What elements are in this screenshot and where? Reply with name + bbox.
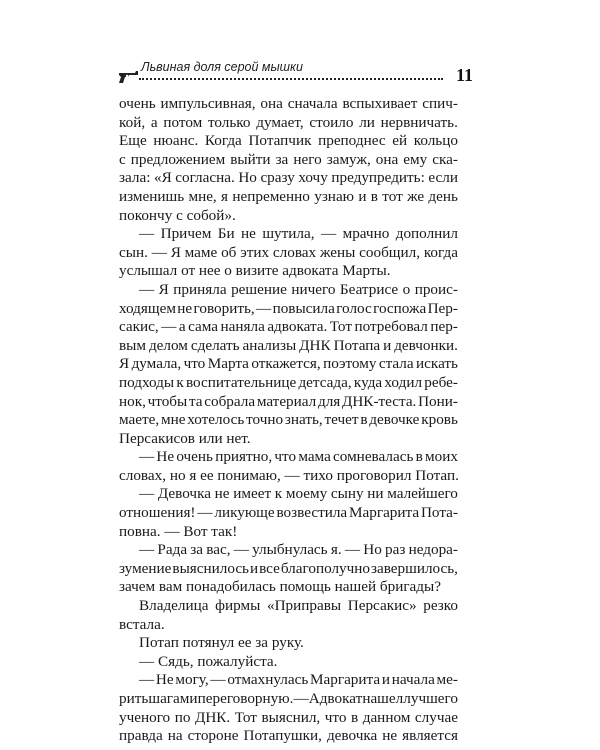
word: Рада [157, 541, 188, 559]
word: кой, [119, 113, 146, 131]
word: а [150, 113, 158, 131]
word: что [274, 448, 297, 466]
word: жены [319, 243, 356, 261]
word: моему [285, 485, 328, 503]
word: Марта [207, 355, 249, 373]
page-number: 11 [455, 65, 473, 85]
word: является [402, 727, 458, 745]
text-line [119, 597, 458, 616]
word: выяснилось [172, 559, 249, 577]
word: та [188, 392, 203, 410]
word: Я [170, 243, 181, 261]
word: я [221, 187, 229, 205]
text-line [119, 281, 458, 300]
word: Адвокат [308, 690, 363, 707]
body-text [119, 95, 458, 746]
text-line: — Сядь, пожалуйста. [139, 652, 278, 670]
word: шагами [148, 690, 198, 707]
word: — [139, 485, 155, 503]
word: имеет [233, 485, 272, 503]
word: приятно, [215, 448, 273, 466]
word: мрачно [342, 225, 390, 243]
word: отношения! [119, 504, 196, 522]
word: Пота- [420, 504, 458, 522]
text-line [119, 95, 458, 114]
text-line [119, 244, 458, 263]
page-header [113, 56, 473, 86]
word: наняла [220, 318, 265, 336]
word: Владелица [139, 597, 209, 615]
word: сакис, [119, 318, 159, 336]
word: день [428, 187, 458, 205]
text-line [119, 448, 458, 467]
word: детсада, [298, 373, 352, 391]
word: ребе- [424, 373, 458, 391]
word: переговорную. [197, 690, 294, 707]
word: сыну [330, 485, 364, 503]
word: узнаю [314, 187, 355, 205]
word: в [370, 187, 378, 205]
text-line [119, 393, 458, 412]
word: Но [238, 169, 257, 187]
word: ме- [436, 671, 458, 689]
word: стороне [187, 727, 239, 745]
word: этих [240, 243, 270, 261]
text-line [119, 727, 458, 746]
word: потом [163, 113, 203, 131]
word: сразу [260, 169, 295, 187]
word: кольцо [413, 132, 458, 150]
word: сообщил, [359, 243, 420, 261]
word: ДНК-теста. [341, 392, 417, 410]
word: предупредить: [331, 169, 425, 187]
word: в [360, 411, 368, 429]
word: девчонки. [394, 336, 458, 354]
word: не [214, 485, 230, 503]
word: Тот [329, 318, 352, 336]
word: нервничать. [380, 113, 458, 131]
word: ликующе [214, 504, 275, 522]
word: шутила, [262, 225, 315, 243]
word: тот [382, 187, 403, 205]
word: пер- [430, 318, 458, 336]
word: ни [367, 485, 384, 503]
word: могу, [175, 671, 209, 689]
word: начала [391, 671, 435, 689]
word: улыбнулась [252, 541, 328, 559]
word: а [178, 318, 186, 336]
word: она [260, 95, 283, 112]
word: думает, [256, 113, 304, 131]
word: только [207, 113, 251, 131]
word: Персакис» [347, 597, 417, 615]
word: и [381, 671, 390, 689]
text-line [119, 709, 458, 728]
word: голос [336, 299, 372, 317]
word: стала [378, 355, 414, 373]
word: ли [359, 113, 375, 131]
word: она [375, 150, 399, 168]
word: когда [423, 243, 458, 261]
word: Би [217, 225, 235, 243]
word: ска- [432, 150, 458, 168]
word: рить [119, 690, 149, 707]
word: — [293, 690, 309, 707]
word: не [177, 299, 193, 317]
word: — [344, 541, 361, 559]
word: выяснил, [261, 708, 321, 726]
word: малейшего [387, 485, 458, 503]
text-line [119, 560, 458, 579]
word: дополнил [395, 225, 458, 243]
text-line: Персакисов или нет. [119, 429, 251, 447]
word: адвоката. [267, 318, 328, 336]
word: Тот [234, 708, 257, 726]
word: говорить, [193, 299, 255, 317]
word: поэтому [323, 355, 377, 373]
word: Маргарита [310, 671, 381, 689]
word: недора- [408, 541, 458, 559]
word: — [139, 280, 155, 298]
header-dotted-rule [139, 78, 443, 80]
word: «Приправы [266, 597, 342, 615]
word: возвестила [276, 504, 348, 522]
text-line: встала. [119, 615, 165, 633]
word: изменишь [119, 187, 185, 205]
word: нашел [362, 690, 404, 707]
word: — [139, 225, 155, 243]
word: с [119, 150, 126, 168]
word: Пони- [418, 392, 458, 410]
text-line [119, 411, 458, 430]
word: потребовал [354, 318, 428, 336]
word: мне, [188, 187, 217, 205]
word: ходил [384, 373, 423, 391]
word: — [139, 671, 155, 689]
word: согласна. [175, 169, 235, 187]
word: — [197, 504, 213, 522]
word: завершилось, [370, 559, 458, 577]
word: думала, [131, 355, 182, 373]
text-line [119, 225, 458, 244]
word: выйти [230, 150, 271, 168]
word: благополучно [280, 559, 370, 577]
word: за [190, 541, 204, 559]
word: Когда [204, 132, 242, 150]
word: и [383, 336, 392, 354]
text-line [119, 318, 458, 337]
word: я. [330, 541, 342, 559]
word: фирмы [215, 597, 261, 615]
word: замуж, [326, 150, 371, 168]
word: сомневалась [333, 448, 414, 466]
word: — [233, 541, 249, 559]
text-line [119, 485, 458, 504]
word: решение [231, 280, 287, 298]
word: ему [403, 150, 428, 168]
word: очень [119, 95, 156, 112]
text-line [119, 374, 458, 393]
word: раз [385, 541, 406, 559]
word: лучшего [403, 690, 458, 707]
word: хотелось [187, 411, 245, 429]
text-line [119, 355, 458, 374]
word: делом [148, 336, 188, 354]
text-line [119, 504, 458, 523]
word: материал [256, 392, 317, 410]
word: правда [119, 727, 163, 745]
word: нюанс. [153, 132, 199, 150]
word: к [176, 373, 184, 391]
word: Не [155, 671, 174, 689]
word: вас, [206, 541, 231, 559]
word: Пер- [427, 299, 458, 317]
text-line [119, 188, 458, 207]
word: зала: [119, 169, 151, 187]
word: на [167, 727, 183, 745]
word: знать, [284, 411, 323, 429]
word: Потапчик [248, 132, 312, 150]
word: очень [176, 448, 213, 466]
word: — [139, 541, 155, 559]
word: предложением [130, 150, 226, 168]
word: приняла [173, 280, 227, 298]
text-line: услышал от нее о визите адвоката Марты. [119, 262, 391, 280]
word: что [183, 355, 206, 373]
word: сын. [119, 243, 148, 261]
word: Не [156, 448, 175, 466]
word: о [402, 280, 411, 298]
word: маете, [119, 411, 160, 429]
text-line [119, 132, 458, 151]
word: данном [362, 708, 411, 726]
word: Я [119, 355, 130, 373]
word: куда [353, 373, 383, 391]
word: Я [158, 280, 169, 298]
word: — [151, 243, 167, 261]
word: стоило [309, 113, 354, 131]
word: точно [246, 411, 284, 429]
word: подходы [119, 373, 175, 391]
word: анализы [242, 336, 297, 354]
word: ученого [119, 708, 171, 726]
text-line [119, 337, 458, 356]
word: не [241, 225, 256, 243]
word: искать [416, 355, 458, 373]
word: резко [423, 597, 458, 615]
word: не [382, 727, 398, 745]
word: госпожа [373, 299, 427, 317]
text-line [119, 169, 458, 188]
word: Девочка [157, 485, 211, 503]
text-line: Потап потянул ее за руку. [139, 634, 304, 652]
word: отмахнулась [227, 671, 309, 689]
word: мне [160, 411, 186, 429]
word: мама [298, 448, 331, 466]
text-line: повна. — Вот так! [119, 522, 238, 540]
word: — [139, 448, 155, 466]
word: к [274, 485, 283, 503]
word: что [324, 708, 347, 726]
word: импульсивная, [160, 95, 256, 112]
text-line [119, 151, 458, 170]
text-line: словах, но я ее понимаю, — тихо проговорил Потап. [119, 466, 459, 484]
word: ходящем [119, 299, 176, 317]
word: маме [184, 243, 218, 261]
word: все [259, 559, 280, 577]
word: для [317, 392, 341, 410]
word: воспитательнице [185, 373, 297, 391]
running-title: Львиная доля серой мышки [141, 60, 303, 74]
text-line: покончу с собой». [119, 206, 236, 224]
text-line [119, 114, 458, 133]
word: сама [188, 318, 219, 336]
text-line [119, 690, 458, 709]
word: по [174, 708, 191, 726]
word: Потапа [333, 336, 381, 354]
word: — [161, 318, 177, 336]
word: него [293, 150, 322, 168]
word: об [221, 243, 237, 261]
word: и [358, 187, 367, 205]
word: собрала [204, 392, 256, 410]
word: девочке [369, 411, 420, 429]
word: сначала [287, 95, 338, 112]
word: зумение [119, 559, 172, 577]
word: спич- [422, 95, 458, 112]
word: — [320, 225, 337, 243]
word: откажется, [251, 355, 321, 373]
word: и [249, 559, 259, 577]
text-line [119, 671, 458, 690]
word: ей [392, 132, 408, 150]
text-line: зачем вам понадобилась помощь нашей бригады? [119, 578, 441, 596]
word: чтобы [147, 392, 188, 410]
word: течет [324, 411, 359, 429]
word: Причем [160, 225, 212, 243]
word: за [275, 150, 289, 168]
word: проис- [414, 280, 458, 298]
word: ничего [291, 280, 336, 298]
word: случае [414, 708, 458, 726]
word: кровь [421, 411, 458, 429]
word: ДНК. [194, 708, 231, 726]
word: «Я [153, 169, 172, 187]
word: в [415, 448, 423, 466]
word: Маргарита [349, 504, 420, 522]
word: вым [119, 336, 146, 354]
word: Беатрисе [339, 280, 399, 298]
word: — [256, 299, 272, 317]
word: повысила [272, 299, 335, 317]
word: словах [272, 243, 317, 261]
word: если [428, 169, 458, 187]
revolver-icon [117, 70, 139, 84]
word: моих [425, 448, 458, 466]
word: сделать [190, 336, 240, 354]
word: преподнес [318, 132, 386, 150]
word: нок, [119, 392, 146, 410]
word: хочу [298, 169, 328, 187]
text-line [119, 541, 458, 560]
word: вспыхивает [342, 95, 418, 112]
text-line [119, 300, 458, 319]
word: Но [363, 541, 382, 559]
word: девочка [326, 727, 378, 745]
word: Потапушки, [243, 727, 322, 745]
word: же [407, 187, 425, 205]
word: в [351, 708, 359, 726]
word: — [210, 671, 226, 689]
word: непременно [232, 187, 310, 205]
word: Еще [119, 132, 147, 150]
word: ДНК [299, 336, 331, 354]
